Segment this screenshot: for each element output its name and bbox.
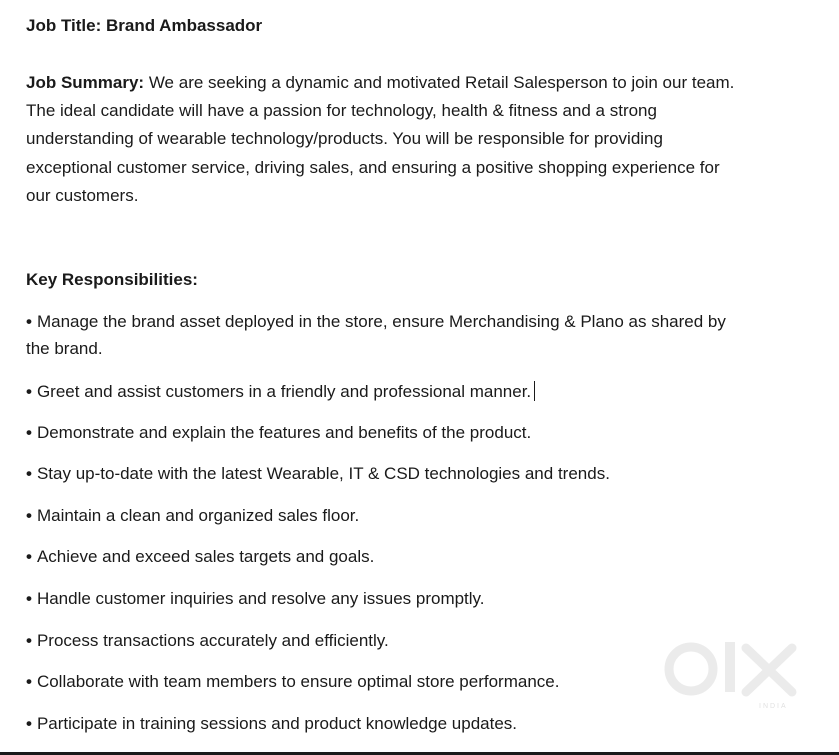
- responsibility-item: [26, 506, 359, 526]
- responsibility-item: [26, 464, 610, 484]
- job-summary-line-5: our customers.: [26, 186, 139, 205]
- job-title: Job Title: Brand Ambassador: [26, 16, 263, 35]
- bullet-icon: •: [26, 714, 32, 733]
- job-summary-line-3: understanding of wearable technology/products. You will be responsible for providing: [26, 129, 663, 148]
- bullet-icon: •: [26, 506, 32, 525]
- olx-watermark-logo: [664, 636, 804, 710]
- job-summary-line-1: [26, 73, 734, 93]
- responsibility-text: Manage the brand asset deployed in the store, ensure Merchandising & Plano as shared by: [36, 312, 726, 331]
- olx-logo-o-shape: [669, 647, 713, 691]
- responsibility-item: [26, 714, 517, 734]
- responsibility-text: Achieve and exceed sales targets and goals.: [36, 547, 375, 566]
- olx-watermark-subtext: INDIA: [759, 703, 788, 710]
- bullet-icon: •: [26, 547, 32, 566]
- responsibility-item: [26, 589, 485, 609]
- responsibility-text: Greet and assist customers in a friendly and professional manner.: [36, 382, 532, 401]
- responsibility-item: [26, 381, 535, 402]
- responsibilities-heading: Key Responsibilities:: [26, 270, 198, 289]
- bullet-icon: •: [26, 423, 32, 442]
- job-summary-text-1: We are seeking a dynamic and motivated Retail Salesperson to join our team.: [144, 73, 735, 92]
- responsibility-text: Collaborate with team members to ensure optimal store performance.: [36, 672, 560, 691]
- responsibility-item: [26, 631, 389, 651]
- bullet-icon: •: [26, 589, 32, 608]
- responsibility-item: [26, 547, 374, 567]
- responsibility-text: Stay up-to-date with the latest Wearable, IT & CSD technologies and trends.: [36, 464, 610, 483]
- bullet-icon: •: [26, 312, 32, 331]
- responsibility-text: Participate in training sessions and product knowledge updates.: [36, 714, 518, 733]
- text-cursor: [534, 381, 535, 401]
- job-summary-line-4: exceptional customer service, driving sales, and ensuring a positive shopping experience for: [26, 158, 720, 177]
- bullet-icon: •: [26, 672, 32, 691]
- bullet-icon: •: [26, 382, 32, 401]
- job-summary-line-2: The ideal candidate will have a passion for technology, health & fitness and a strong: [26, 101, 657, 120]
- bullet-icon: •: [26, 464, 32, 483]
- responsibility-text: Maintain a clean and organized sales floor.: [36, 506, 360, 525]
- responsibility-text: Process transactions accurately and efficiently.: [36, 631, 389, 650]
- responsibility-item: [26, 672, 559, 692]
- job-summary-label: Job Summary:: [26, 73, 145, 92]
- responsibility-item: [26, 312, 726, 332]
- bullet-icon: •: [26, 631, 32, 650]
- responsibility-text: Demonstrate and explain the features and benefits of the product.: [36, 423, 532, 442]
- responsibility-continuation: the brand.: [26, 339, 103, 358]
- responsibility-text: Handle customer inquiries and resolve any issues promptly.: [36, 589, 485, 608]
- responsibility-item: [26, 423, 531, 443]
- olx-logo-l-shape: [725, 642, 735, 692]
